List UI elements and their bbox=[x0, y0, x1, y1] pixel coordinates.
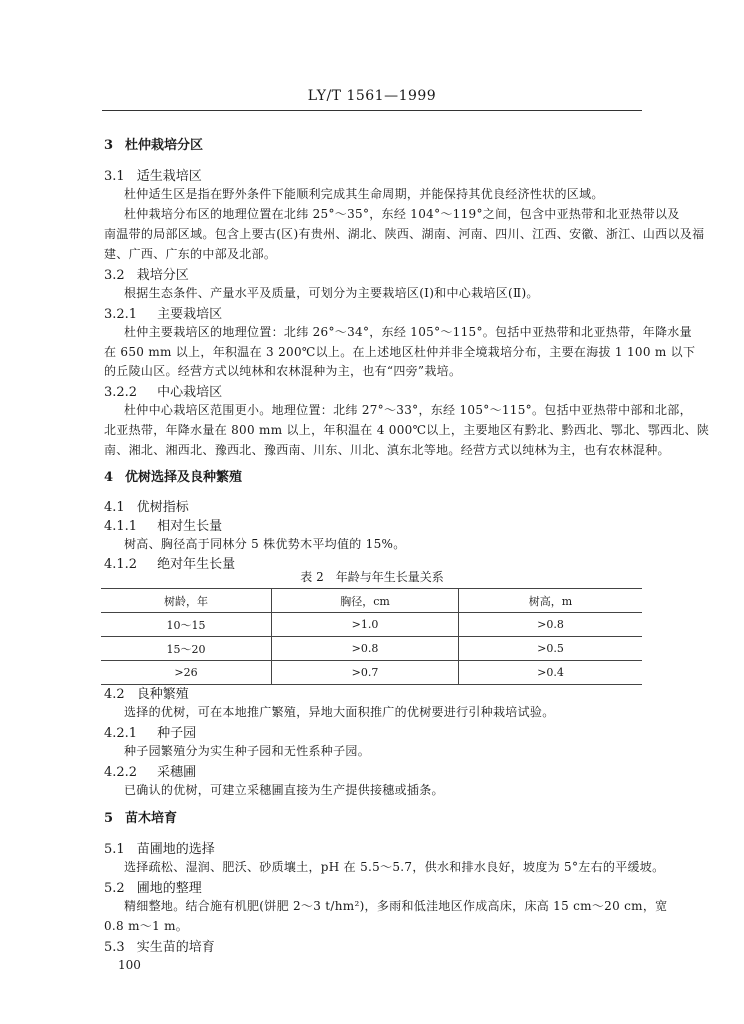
section-title: 栽培分区 bbox=[136, 268, 189, 283]
section-3-2-1-heading bbox=[104, 303, 222, 322]
paragraph-line: 树高、胸径高于同林分 5 株优势木平均值的 15%。 bbox=[124, 537, 406, 551]
section-title: 中心栽培区 bbox=[157, 385, 223, 400]
table-row bbox=[101, 613, 642, 637]
table-row bbox=[101, 637, 642, 661]
section-5-3-heading bbox=[104, 936, 215, 955]
section-3-2-heading bbox=[104, 264, 189, 283]
table-cell: >0.8 bbox=[272, 637, 459, 661]
section-number: 5.1 bbox=[104, 842, 125, 857]
table-cell: >0.4 bbox=[459, 661, 643, 685]
section-4-heading bbox=[104, 466, 242, 485]
section-title: 绝对年生长量 bbox=[157, 557, 236, 572]
section-number: 5 bbox=[104, 811, 114, 826]
paragraph-line: 南、湘北、湘西北、豫西北、豫西南、川东、川北、滇东北等地。经营方式以纯林为主，也有农林混种。 bbox=[104, 443, 670, 457]
paragraph-line: 已确认的优树，可建立采穗圃直接为生产提供接穗或插条。 bbox=[124, 783, 444, 797]
paragraph-line: 0.8 m～1 m。 bbox=[104, 919, 189, 933]
section-4-1-heading bbox=[104, 496, 189, 515]
section-number: 4.2.1 bbox=[104, 726, 138, 741]
section-title: 主要栽培区 bbox=[157, 307, 223, 322]
table-cell: 10～15 bbox=[101, 613, 272, 637]
paragraph-line: 杜仲栽培分布区的地理位置在北纬 25°～35°，东经 104°～119°之间，包含中亚热带和北亚热带以及 bbox=[124, 207, 680, 221]
section-3-heading bbox=[104, 134, 203, 153]
document-header: LY/T 1561—1999 bbox=[307, 88, 437, 104]
section-title: 相对生长量 bbox=[157, 519, 223, 534]
table-cell: >0.7 bbox=[272, 661, 459, 685]
table-header-cell: 胸径，cm bbox=[272, 589, 459, 613]
section-title: 苗木培育 bbox=[125, 811, 178, 826]
paragraph-line: 选择的优树，可在本地推广繁殖，异地大面积推广的优树要进行引种栽培试验。 bbox=[124, 705, 555, 719]
section-number: 3.2.1 bbox=[104, 307, 138, 322]
section-number: 4.1.1 bbox=[104, 519, 138, 534]
table-caption: 表 2 年龄与年生长量关系 bbox=[300, 570, 444, 584]
section-title: 种子园 bbox=[157, 726, 197, 741]
section-title: 圃地的整理 bbox=[136, 881, 202, 896]
section-number: 3 bbox=[104, 138, 114, 153]
paragraph-line: 杜仲中心栽培区范围更小。地理位置：北纬 27°～33°，东经 105°～115°。包括中亚热带中部和北部， bbox=[124, 403, 692, 417]
section-title: 优树指标 bbox=[136, 500, 189, 515]
section-5-heading bbox=[104, 807, 177, 826]
section-5-1-heading bbox=[104, 838, 215, 857]
table-cell: 15～20 bbox=[101, 637, 272, 661]
paragraph-line: 选择疏松、湿润、肥沃、砂质壤土，pH 在 5.5～5.7，供水和排水良好，坡度为 5°左右的平缓坡。 bbox=[124, 860, 665, 874]
paragraph-line: 精细整地。结合施有机肥(饼肥 2～3 t/hm²)，多雨和低洼地区作成高床，床高 15 cm～20 cm，宽 bbox=[124, 899, 668, 913]
paragraph-line: 的丘陵山区。经营方式以纯林和农林混种为主，也有“四旁”栽培。 bbox=[104, 364, 462, 378]
section-4-2-2-heading bbox=[104, 761, 196, 780]
section-number: 4 bbox=[104, 470, 114, 485]
section-3-2-2-heading bbox=[104, 381, 222, 400]
section-number: 3.2.2 bbox=[104, 385, 138, 400]
section-5-2-heading bbox=[104, 877, 202, 896]
section-number: 5.2 bbox=[104, 881, 125, 896]
section-title: 杜仲栽培分区 bbox=[125, 138, 204, 153]
section-title: 适生栽培区 bbox=[136, 169, 202, 184]
section-title: 优树选择及良种繁殖 bbox=[125, 470, 243, 485]
section-4-1-1-heading bbox=[104, 515, 222, 534]
section-title: 实生苗的培育 bbox=[136, 940, 215, 955]
table-cell: >1.0 bbox=[272, 613, 459, 637]
section-number: 3.1 bbox=[104, 169, 125, 184]
section-title: 采穗圃 bbox=[157, 765, 197, 780]
paragraph-line: 北亚热带，年降水量在 800 mm 以上，年积温在 4 000℃以上，主要地区有黔北、黔西北、鄂北、鄂西北、陕 bbox=[104, 423, 710, 437]
table-header-cell: 树高，m bbox=[459, 589, 643, 613]
table-cell: >0.5 bbox=[459, 637, 643, 661]
paragraph-line: 在 650 mm 以上，年积温在 3 200℃以上。在上述地区杜仲并非全境栽培分布，主要在海拔 1 100 m 以下 bbox=[104, 345, 696, 359]
section-number: 4.2.2 bbox=[104, 765, 138, 780]
table-row bbox=[101, 661, 642, 685]
section-3-1-heading bbox=[104, 165, 202, 184]
section-title: 良种繁殖 bbox=[136, 687, 189, 702]
growth-table bbox=[101, 588, 642, 685]
header-rule bbox=[102, 110, 642, 111]
section-4-2-heading bbox=[104, 683, 189, 702]
section-number: 4.1 bbox=[104, 500, 125, 515]
section-number: 5.3 bbox=[104, 940, 125, 955]
section-number: 4.1.2 bbox=[104, 557, 138, 572]
paragraph-line: 南温带的局部区域。包含上要古(区)有贵州、湖北、陕西、湖南、河南、四川、江西、安徽、浙江、山西以及福 bbox=[104, 227, 705, 241]
section-number: 3.2 bbox=[104, 268, 125, 283]
paragraph-line: 建、广西、广东的中部及北部。 bbox=[104, 247, 277, 261]
paragraph-line: 杜仲适生区是指在野外条件下能顺利完成其生命周期，并能保持其优良经济性状的区域。 bbox=[124, 187, 604, 201]
paragraph-line: 杜仲主要栽培区的地理位置：北纬 26°～34°，东经 105°～115°。包括中亚热带和北亚热带，年降水量 bbox=[124, 325, 692, 339]
paragraph-line: 种子园繁殖分为实生种子园和无性系种子园。 bbox=[124, 744, 371, 758]
table-cell: >26 bbox=[101, 661, 272, 685]
section-title: 苗圃地的选择 bbox=[136, 842, 215, 857]
table-cell: >0.8 bbox=[459, 613, 643, 637]
table-header-row bbox=[101, 589, 642, 613]
table-header-cell: 树龄，年 bbox=[101, 589, 272, 613]
section-4-2-1-heading bbox=[104, 722, 196, 741]
section-number: 4.2 bbox=[104, 687, 125, 702]
paragraph-line: 根据生态条件、产量水平及质量，可划分为主要栽培区(Ⅰ)和中心栽培区(Ⅱ)。 bbox=[124, 286, 539, 300]
page-number: 100 bbox=[118, 958, 141, 972]
